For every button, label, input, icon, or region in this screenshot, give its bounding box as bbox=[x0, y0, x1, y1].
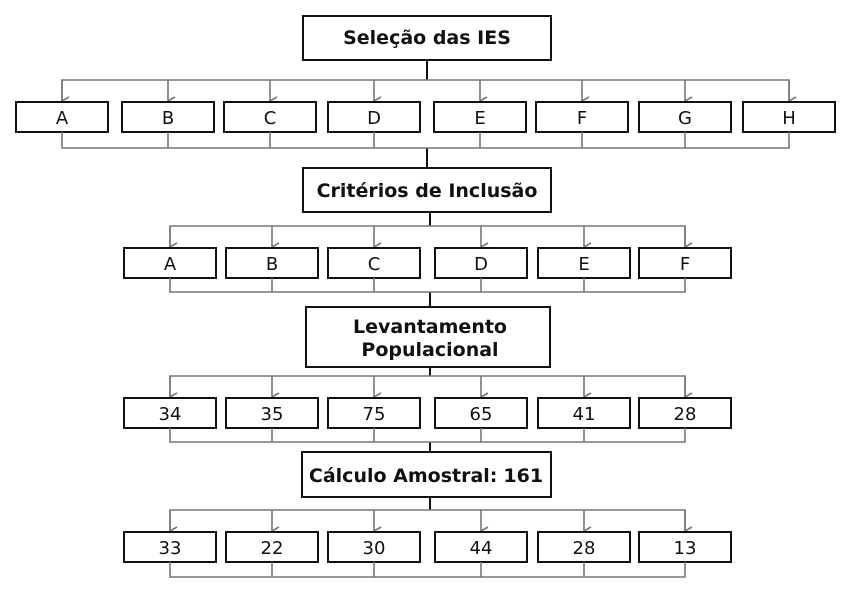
item-label: B bbox=[161, 108, 175, 129]
item-label: 41 bbox=[572, 404, 596, 425]
item-label: F bbox=[679, 254, 691, 275]
bus-line bbox=[170, 510, 685, 530]
stage-title-line-1: Levantamento bbox=[353, 316, 507, 338]
bus-top-stage-4 bbox=[170, 510, 685, 531]
item-label: 33 bbox=[158, 538, 182, 559]
item-label: F bbox=[576, 108, 588, 129]
stage-levantamento bbox=[306, 307, 550, 367]
bus-bottom-stage-2 bbox=[170, 278, 685, 292]
item-label: 28 bbox=[572, 538, 596, 559]
stage-selecao bbox=[303, 16, 551, 60]
item-label: A bbox=[163, 254, 177, 275]
stage-title-line-2: Populacional bbox=[361, 339, 499, 361]
item-label: C bbox=[367, 254, 381, 275]
stage-criterios bbox=[303, 168, 551, 212]
item-label: D bbox=[367, 108, 381, 129]
stage-title: Critérios de Inclusão bbox=[316, 180, 538, 202]
bus-bottom-drops-1 bbox=[168, 132, 685, 148]
stage-title: Seleção das IES bbox=[343, 27, 511, 49]
items-stage-3 bbox=[124, 398, 731, 428]
bus-line bbox=[170, 226, 685, 246]
bus-top-stage-3 bbox=[170, 376, 685, 397]
bus-bottom-stage-3 bbox=[170, 428, 685, 442]
item-label: 75 bbox=[362, 404, 386, 425]
stage-calculo bbox=[302, 452, 551, 497]
bus-bottom-stage-4 bbox=[170, 562, 685, 577]
item-label: G bbox=[678, 108, 692, 129]
stage-title bbox=[309, 465, 543, 487]
bus-bottom-drops-4 bbox=[272, 562, 584, 577]
items-stage-4 bbox=[124, 532, 731, 562]
item-label: 13 bbox=[673, 538, 697, 559]
item-label: A bbox=[55, 108, 69, 129]
item-label: 35 bbox=[260, 404, 284, 425]
bus-line bbox=[62, 80, 789, 100]
items-stage-2 bbox=[124, 248, 731, 278]
bus-top-stage-2 bbox=[170, 226, 685, 247]
item-label: 30 bbox=[362, 538, 386, 559]
item-label: E bbox=[474, 108, 486, 129]
bus-bottom-stage-1 bbox=[62, 132, 789, 148]
items-stage-1 bbox=[16, 102, 835, 132]
item-label: E bbox=[578, 254, 590, 275]
stage-title-label: Cálculo Amostral: bbox=[308, 465, 498, 487]
item-label: 44 bbox=[469, 538, 493, 559]
item-label: D bbox=[474, 254, 488, 275]
bus-bottom-drops-3 bbox=[272, 428, 584, 442]
bus-bottom-drops-2 bbox=[272, 278, 584, 292]
item-label: 22 bbox=[260, 538, 284, 559]
item-label: H bbox=[782, 108, 796, 129]
item-label: 34 bbox=[158, 404, 182, 425]
bus-top-stage-1 bbox=[62, 80, 789, 101]
sample-total: 161 bbox=[503, 465, 544, 487]
item-label: B bbox=[265, 254, 279, 275]
item-label: 28 bbox=[673, 404, 697, 425]
bus-line bbox=[170, 376, 685, 396]
item-label: C bbox=[263, 108, 277, 129]
item-label: 65 bbox=[469, 404, 493, 425]
